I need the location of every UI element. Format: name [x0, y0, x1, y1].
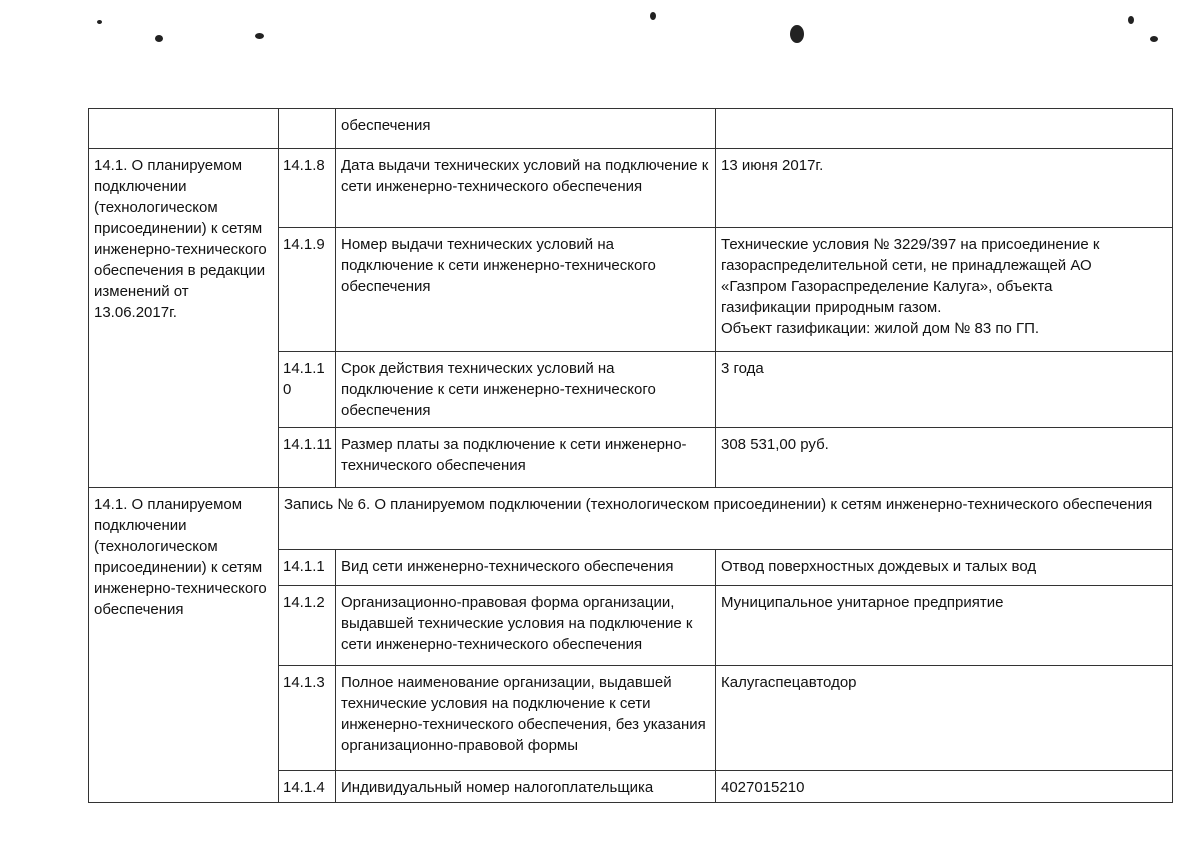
row-label: Организационно-правовая форма организации, выдавшей технические условия на подключение к сети инженерно-технического обеспечения	[336, 586, 716, 666]
row-label: Полное наименование организации, выдавшей технические условия на подключение к сети инженерно-технического обеспечения, без указания организационно-правовой формы	[336, 666, 716, 771]
row-value: 13 июня 2017г.	[716, 149, 1173, 228]
scan-noise	[97, 20, 102, 24]
row-value: Муниципальное унитарное предприятие	[716, 586, 1173, 666]
row-number: 14.1.4	[279, 771, 336, 803]
row-value: 3 года	[716, 352, 1173, 428]
record-title: Запись № 6. О планируемом подключении (технологическом присоединении) к сетям инженерно-технического обеспечения	[279, 488, 1173, 550]
scan-noise	[790, 25, 804, 43]
row-label: Индивидуальный номер налогоплательщика	[336, 771, 716, 803]
row-label: Дата выдачи технических условий на подключение к сети инженерно-технического обеспечения	[336, 149, 716, 228]
row-value: 308 531,00 руб.	[716, 428, 1173, 488]
row-value: 4027015210	[716, 771, 1173, 803]
section-heading: 14.1. О планируемом подключении (технологическом присоединении) к сетям инженерно-технического обеспечения в редакции изменений от 13.06.2017г.	[89, 149, 279, 488]
table-row	[89, 488, 1173, 550]
section-heading: 14.1. О планируемом подключении (технологическом присоединении) к сетям инженерно-технического обеспечения	[89, 488, 279, 803]
scan-noise	[155, 35, 163, 42]
row-label: обеспечения	[336, 109, 716, 149]
document-table	[88, 108, 1173, 803]
row-value: Отвод поверхностных дождевых и талых вод	[716, 550, 1173, 586]
row-value: Калугаспецавтодор	[716, 666, 1173, 771]
scan-noise	[650, 12, 656, 20]
row-number: 14.1.1	[279, 550, 336, 586]
row-label: Номер выдачи технических условий на подключение к сети инженерно-технического обеспечения	[336, 228, 716, 352]
row-number: 14.1.2	[279, 586, 336, 666]
row-number: 14.1.9	[279, 228, 336, 352]
row-number: 14.1.8	[279, 149, 336, 228]
table-row	[89, 109, 1173, 149]
row-label: Размер платы за подключение к сети инженерно-технического обеспечения	[336, 428, 716, 488]
table-row	[89, 149, 1173, 228]
row-label: Вид сети инженерно-технического обеспечения	[336, 550, 716, 586]
value-line: Объект газификации: жилой дом № 83 по ГП.	[721, 320, 1040, 337]
scan-noise	[255, 33, 264, 39]
scan-noise	[1128, 16, 1134, 24]
row-number: 14.1.3	[279, 666, 336, 771]
row-number: 14.1.10	[279, 352, 336, 428]
row-label: Срок действия технических условий на подключение к сети инженерно-технического обеспечения	[336, 352, 716, 428]
row-number: 14.1.11	[279, 428, 336, 488]
value-line: Технические условия № 3229/397 на присоединение к газораспределительной сети, не принадлежащей АО «Газпром Газораспределение Калуга», объекта газификации природным газом.	[721, 236, 1100, 316]
scan-noise	[1150, 36, 1158, 42]
row-value	[716, 228, 1173, 352]
